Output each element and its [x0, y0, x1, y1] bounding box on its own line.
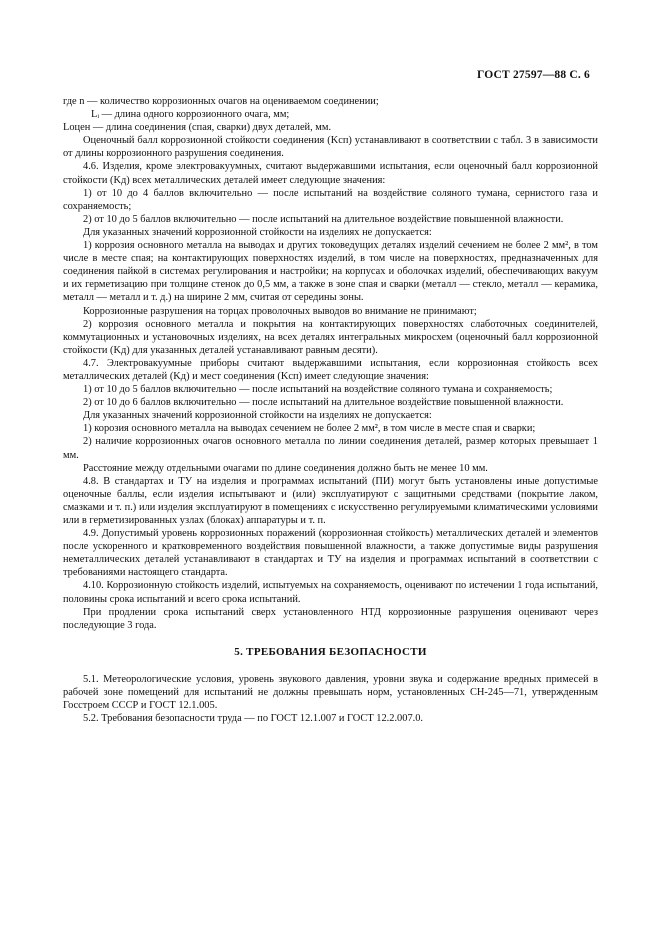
paragraph: 2) наличие коррозионных очагов основного металла по линии соединения деталей, размер которых превышает 1 мм. — [63, 436, 598, 461]
paragraph: 2) от 10 до 5 баллов включительно — после испытаний на длительное воздействие повышенной влажности. — [83, 213, 564, 225]
paragraph: Для указанных значений коррозионной стойкости на изделиях не допускается: — [83, 226, 432, 238]
section-heading: 5. ТРЕБОВАНИЯ БЕЗОПАСНОСТИ — [234, 645, 427, 658]
paragraph: 5.1. Метеорологические условия, уровень звукового давления, уровни звука и содержание вредных примесей в рабочей зоне помещений для испытаний не должны превышать норм, установленных СН-245—71, утвержденным Госстроем СССР и ГОСТ 12.1.005. — [63, 673, 598, 712]
paragraph: 1) от 10 до 5 баллов включительно — после испытаний на воздействие соляного тумана и сохраняемость; — [83, 384, 553, 396]
definition-line: Lᵢ — длина одного коррозионного очага, мм; — [91, 109, 290, 121]
paragraph: Оценочный балл коррозионной стойкости соединения (Kсп) устанавливают в соответствии с табл. 3 в зависимости от длины коррозионного разрушения соединения. — [63, 135, 598, 160]
paragraph: При продлении срока испытаний сверх установленного НТД коррозионные разрушения оценивают через последующие 3 года. — [63, 606, 598, 631]
paragraph: 1) корозия основного металла на выводах сечением не более 2 мм², в том числе в месте спая и сварки; — [83, 423, 536, 435]
paragraph: Коррозионные разрушения на торцах проволочных выводов во внимание не принимают; — [83, 305, 477, 317]
paragraph: 5.2. Требования безопасности труда — по ГОСТ 12.1.007 и ГОСТ 12.2.007.0. — [83, 713, 424, 725]
paragraph: 2) от 10 до 6 баллов включительно — после испытаний на длительное воздействие повышенной влажности. — [83, 397, 564, 409]
paragraph: 4.8. В стандартах и ТУ на изделия и программах испытаний (ПИ) могут быть установлены иные допустимые оценочные баллы, если изделия испытывают и (или) эксплуатируют с защитными средствами (покрытие лаком, смазками и т. п.) или изделия эксплуатируют в помещениях с искусственно регулируемыми климатическими условиями или в герметизированных узлах (блоках) аппаратуры и т. п. — [63, 475, 598, 526]
definition-line: Lоцен — длина соединения (спая, сварки) двух деталей, мм. — [63, 122, 332, 134]
paragraph: 4.9. Допустимый уровень коррозионных поражений (коррозионная стойкость) металлических деталей и элементов после ускоренного и кратковременного воздействия повышенной влажности, а также допустимые виды разрушения неметаллических деталей устанавливают в стандартах и ТУ на изделия и программах испытаний в соответствии с требованиями настоящего стандарта. — [63, 528, 598, 579]
paragraph: 1) коррозия основного металла на выводах и других токоведущих деталях изделий сечением не более 2 мм², в том числе в месте спая; на контактирующих поверхностях изделий, в том числе на поверхностях, предназначенных для соединения пайкой в системах регулирования и настройки; на корпусах и оболочках изделий, обеспечивающих вакуум и их герметизацию при толщине стенок до 0,5 мм, а также в зоне спая и сварки (металл — стекло, металл — керамика, металл — металл и т. д.) на ширине 2 мм, считая от середины зоны. — [63, 240, 598, 304]
paragraph: Расстояние между отдельными очагами по длине соединения должно быть не менее 10 мм. — [83, 462, 488, 474]
paragraph: Для указанных значений коррозионной стойкости на изделиях не допускается: — [83, 410, 432, 422]
paragraph: 4.10. Коррозионную стойкость изделий, испытуемых на сохраняемость, оценивают по истечении 1 года испытаний, половины срока испытаний и всего срока испытаний. — [63, 580, 598, 605]
page-header: ГОСТ 27597—88 С. 6 — [477, 69, 590, 81]
paragraph: 4.6. Изделия, кроме электровакуумных, считают выдержавшими испытания, если оценочный балл коррозионной стойкости (Kд) всех металлических деталей имеет следующие значения: — [63, 161, 598, 186]
page-body — [63, 95, 598, 725]
definition-line: где n — количество коррозионных очагов на оцениваемом соединении; — [63, 96, 379, 107]
paragraph: 2) коррозия основного металла и покрытия на контактирующих поверхностях слаботочных соединителей, коммутационных и установочных изделиях, на всех деталях интегральных микросхем (оценочный балл коррозионной стойкости (Kд) для указанных деталей устанавливают равным десяти). — [63, 318, 598, 356]
paragraph: 4.7. Электровакуумные приборы считают выдержавшими испытания, если коррозионная стойкость всех металлических деталей (Kд) и мест соединения (Kсп) имеет следующие значения: — [63, 357, 598, 382]
paragraph: 1) от 10 до 4 баллов включительно — после испытаний на воздействие соляного тумана, сернистого газа и сохраняемость; — [63, 187, 598, 212]
